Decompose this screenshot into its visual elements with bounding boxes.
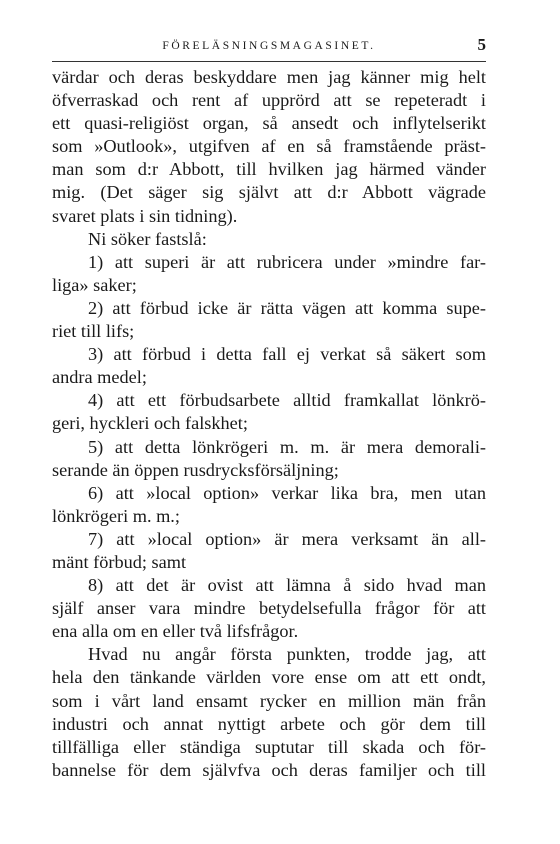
text-line: liga» saker; — [52, 274, 137, 295]
text-line: 1) att superi är att rubricera under »mindre far- — [88, 251, 486, 272]
text-line: geri, hyckleri och falskhet; — [52, 413, 248, 434]
text-line: 3) att förbud i detta fall ej verkat så säkert som — [88, 344, 486, 365]
text-line: värdar och deras beskyddare men jag känner mig helt — [52, 67, 486, 87]
text-line: andra medel; — [52, 367, 147, 388]
text-line: öfverraskad och rent af upprörd att se repeteradt i — [52, 90, 486, 111]
text-line: 7) att »local option» är mera verksamt än all- — [88, 528, 486, 549]
text-line: bannelse för dem självfva och deras familjer och till — [52, 759, 486, 780]
running-title: FÖRELÄSNINGSMAGASINET. — [162, 40, 376, 52]
text-line: mänt förbud; samt — [52, 551, 187, 572]
text-line: själf anser vara mindre betydelsefulla frågor för att — [52, 598, 486, 619]
text-line: Ni söker fastslå: — [88, 228, 207, 249]
text-line: man som d:r Abbott, till hvilken jag härmed vänder — [52, 159, 486, 180]
text-line: 5) att detta lönkrögeri m. m. är mera demorali- — [88, 436, 486, 457]
text-line: ett quasi-religiöst organ, så ansedt och inflytelserikt — [52, 113, 486, 134]
text-line: industri och annat nyttigt arbete och gör dem till — [52, 713, 486, 734]
text-line: som »Outlook», utgifven af en så framstående präst- — [52, 136, 486, 157]
text-line: ena alla om en eller två lifsfrågor. — [52, 621, 299, 642]
text-line: mig. (Det säger sig självt att d:r Abbott vägrade — [52, 182, 486, 203]
running-head — [52, 35, 486, 60]
text-line: riet till lifs; — [52, 321, 135, 342]
text-line: hela den tänkande världen vore ense om att ett ondt, — [52, 667, 486, 688]
text-line: tillfälliga eller ständiga suptutar till skada och för- — [52, 736, 486, 757]
text-line: 8) att det är ovist att lämna å sido hvad man — [88, 575, 486, 596]
text-line: svaret plats i sin tidning). — [52, 205, 238, 226]
text-line: lönkrögeri m. m.; — [52, 505, 180, 526]
body-text — [52, 66, 486, 782]
text-line: Hvad nu angår första punkten, trodde jag, att — [88, 644, 486, 665]
text-line: serande än öppen rusdrycksförsäljning; — [52, 459, 339, 480]
text-line: 2) att förbud icke är rätta vägen att komma supe- — [88, 297, 486, 318]
text-line: som i vårt land ensamt rycker en million män från — [52, 690, 486, 711]
text-line: 4) att ett förbudsarbete alltid framkallat lönkrö- — [88, 390, 486, 411]
header-rule — [52, 61, 486, 62]
page-number: 5 — [477, 35, 486, 54]
text-line: 6) att »local option» verkar lika bra, men utan — [88, 482, 486, 503]
